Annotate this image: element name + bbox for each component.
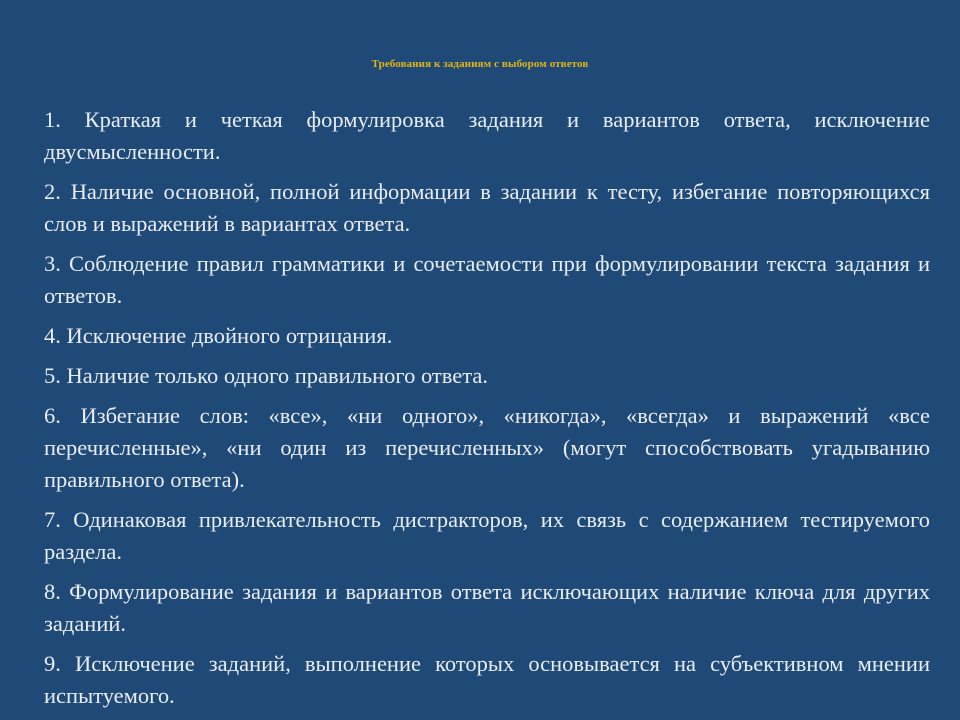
requirement-item-7: 7. Одинаковая привлекательность дистракторов, их связь с содержанием тестируемого раздела.: [44, 507, 930, 564]
requirement-item-3: 3. Соблюдение правил грамматики и сочетаемости при формулировании текста задания и ответов.: [44, 251, 930, 308]
requirement-item-2: 2. Наличие основной, полной информации в задании к тесту, избегание повторяющихся слов и выражений в вариантах ответа.: [44, 179, 930, 236]
requirement-item-9: 9. Исключение заданий, выполнение которых основывается на субъективном мнении испытуемого.: [44, 651, 930, 708]
requirements-list: [44, 104, 930, 718]
requirement-item-1: 1. Краткая и четкая формулировка задания и вариантов ответа, исключение двусмысленности.: [44, 107, 930, 164]
requirement-item-6: 6. Избегание слов: «все», «ни одного», «никогда», «всегда» и выражений «все перечисленные», «ни один из перечисленных» (могут способствовать угадыванию правильного ответа).: [44, 403, 930, 492]
requirement-item-4: 4. Исключение двойного отрицания.: [44, 323, 393, 348]
requirement-item-8: 8. Формулирование задания и вариантов ответа исключающих наличие ключа для других заданий.: [44, 579, 930, 636]
slide-title: Требования к заданиям с выбором ответов: [371, 58, 589, 70]
requirement-item-5: 5. Наличие только одного правильного ответа.: [44, 363, 488, 388]
